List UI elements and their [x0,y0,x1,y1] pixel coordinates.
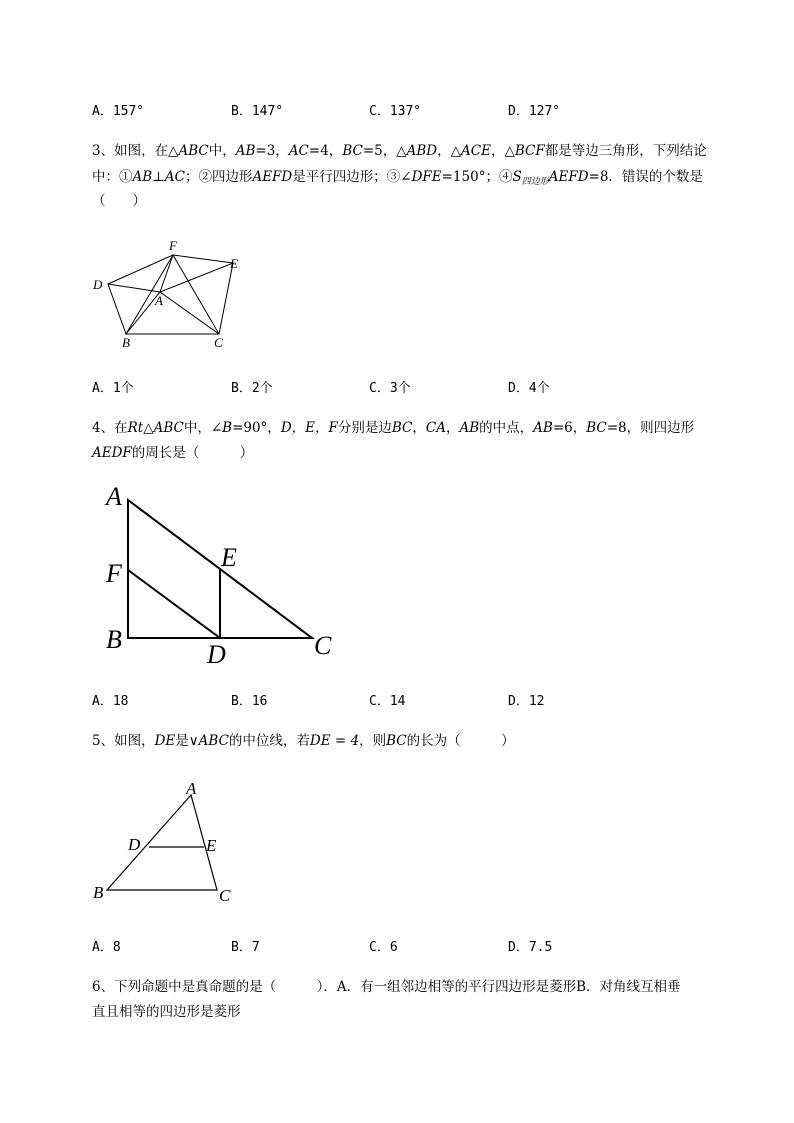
q5-label-d: D [128,835,141,854]
q3-stem-line2: 中：①AB⊥AC；②四边形AEFD是平行四边形；③∠DFE=150°；$④S_{四边形}AEFD=8$．错误的个数是 [92,169,703,187]
q5-stem-line1: 5、如图，DE是∨ABC的中位线，若DE = 4，则BC的长为（ ） [92,733,515,749]
q4-label-b: B [106,625,122,654]
q3-triangle-abd [108,284,160,334]
q2-option-b: B．147° [231,104,284,119]
q3-segment-fe [173,255,233,263]
q4-stem-line2: AEDF的周长是（ ） [92,445,254,461]
q4-figure [100,478,350,668]
q3-figure [80,230,260,355]
q4-label-c: C [314,631,332,660]
q2-option-c: C．137° [369,104,422,119]
q3-option-a: A．1个 [92,381,134,396]
q5-option-a: A．8 [92,940,121,955]
q3-label-a: A [155,293,163,308]
q3-stem-line1: 3、如图，在△ABC中，AB=3，AC=4，BC=5，△ABD，△ACE，△BCF都是等边三角形，下列结论 [92,143,707,159]
q5-option-c: C．6 [369,940,398,955]
q3-stem-line3: （ ） [92,193,146,209]
q5-label-a: A [186,779,197,798]
q4-option-a: A．18 [92,694,129,709]
q3-triangle-ace [160,263,233,334]
q4-label-a: A [106,482,122,511]
q3-label-d: D [93,277,103,292]
q4-segment-fd [128,570,220,638]
q3-label-e: E [230,256,238,271]
q2-option-a: A．157° [92,104,145,119]
q3-triangle-bcf [126,255,219,334]
q5-figure [85,775,250,910]
q2-option-d: D．127° [508,104,561,119]
q4-option-c: C．14 [369,694,406,709]
q6-stem-line2: 直且相等的四边形是菱形 [92,1004,241,1020]
q5-label-b: B [93,883,104,902]
q3-label-f: F [169,238,177,253]
q5-triangle-abc [107,795,217,890]
q3-segment-df [108,255,173,284]
q3-label-c: C [214,335,223,350]
q4-label-f: F [106,559,122,588]
q3-label-b: B [122,335,130,350]
q5-option-b: B．7 [231,940,260,955]
q4-stem-line1: 4、在Rt△ABC中，∠B=90°，D，E，F分别是边BC，CA，AB的中点，AB=6，BC=8，则四边形 [92,420,695,436]
q4-option-d: D．12 [508,694,545,709]
q4-label-e: E [221,543,237,572]
q3-option-d: D．4个 [508,381,550,396]
q3-option-c: C．3个 [369,381,411,396]
q4-label-d: D [207,640,226,668]
q5-label-e: E [206,836,217,855]
q5-option-d: D．7.5 [508,940,553,955]
q4-option-b: B．16 [231,694,268,709]
q3-option-b: B．2个 [231,381,273,396]
q6-stem-line1: 6、下列命题中是真命题的是（ ）．A．有一组邻边相等的平行四边形是菱形B．对角线互相垂 [92,979,681,995]
q5-label-c: C [219,886,231,905]
